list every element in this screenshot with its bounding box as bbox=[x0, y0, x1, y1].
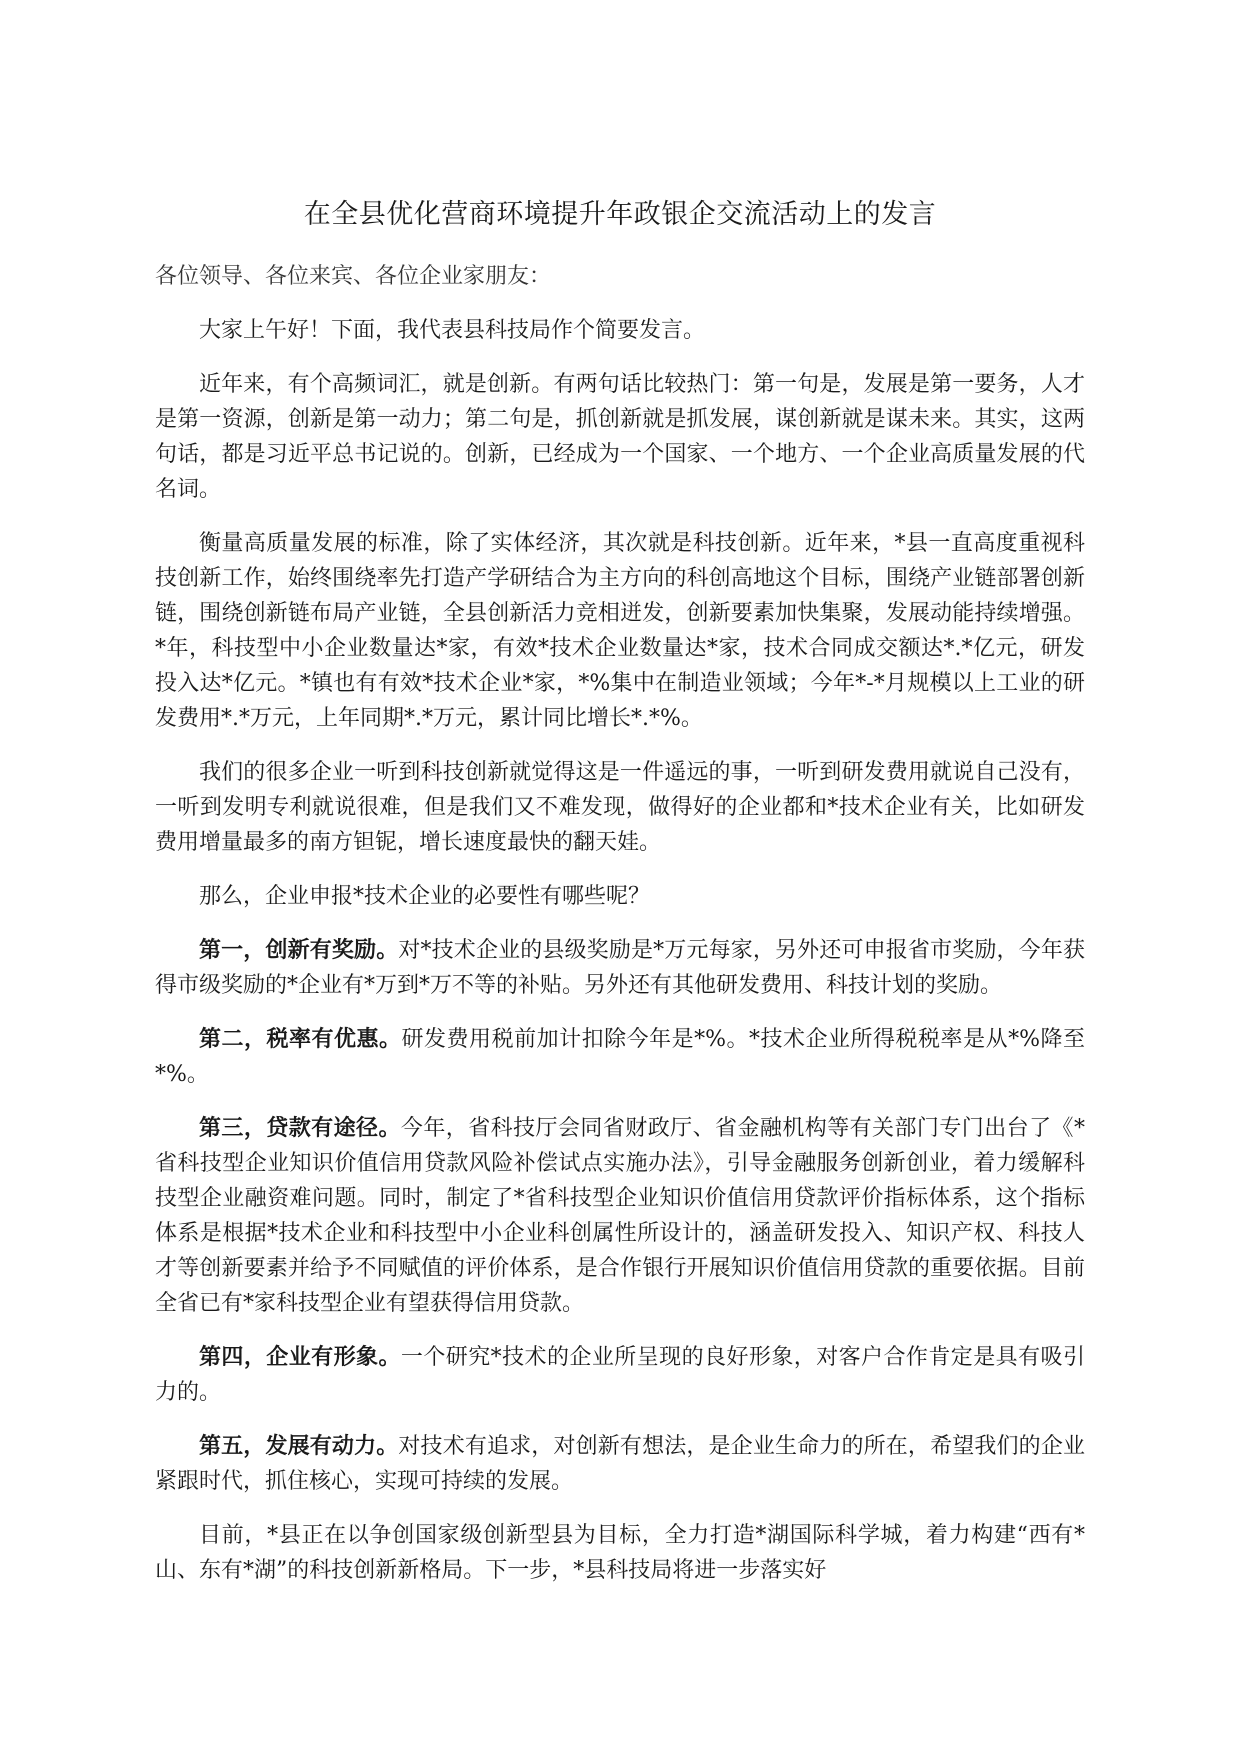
paragraph-point-2 bbox=[155, 1022, 1085, 1092]
point-heading: 第三，贷款有途径。 bbox=[199, 1115, 401, 1141]
paragraph-innovation-intro bbox=[155, 367, 1085, 507]
paragraph-text: 一个研究*技术的企业所呈现的良好形象，对客户合作肯定是具有吸引力的。 bbox=[155, 1345, 1085, 1405]
paragraph-text: 衡量高质量发展的标准，除了实体经济，其次就是科技创新。近年来，*县一直高度重视科技创新工作，始终围绕率先打造产学研结合为主方向的科创高地这个目标，围绕产业链部署创新链，围绕创新链布局产业链，全县创新活力竞相迸发，创新要素加快集聚，发展动能持续增强。*年，科技型中小企业数量达*家，有效*技术企业数量达*家，技术合同成交额达*.*亿元，研发投入达*亿元。*镇也有有效*技术企业*家，*%集中在制造业领域；今年*-*月规模以上工业的研发费用*.*万元，上年同期*.*万元，累计同比增长*.*%。 bbox=[155, 531, 1085, 731]
paragraph-text: 研发费用税前加计扣除今年是*%。*技术企业所得税税率是从*%降至*%。 bbox=[155, 1027, 1085, 1087]
paragraph-text: 对*技术企业的县级奖励是*万元每家，另外还可申报省市奖励，今年获得市级奖励的*企业有*万到*万不等的补贴。另外还有其他研发费用、科技计划的奖励。 bbox=[155, 938, 1085, 998]
paragraph-text: 我们的很多企业一听到科技创新就觉得这是一件遥远的事，一听到研发费用就说自己没有，一听到发明专利就说很难，但是我们又不难发现，做得好的企业都和*技术企业有关，比如研发费用增量最多的南方钽铌，增长速度最快的翻天娃。 bbox=[155, 760, 1085, 855]
paragraph-point-3 bbox=[155, 1111, 1085, 1321]
paragraph-question bbox=[155, 879, 1085, 914]
paragraph-text: 大家上午好！下面，我代表县科技局作个简要发言。 bbox=[199, 318, 706, 343]
paragraph-point-1 bbox=[155, 933, 1085, 1003]
document-page bbox=[155, 192, 1085, 1607]
paragraph-next-steps bbox=[155, 1518, 1085, 1588]
point-heading: 第五，发展有动力。 bbox=[199, 1433, 399, 1459]
paragraph-point-4 bbox=[155, 1340, 1085, 1410]
salutation: 各位领导、各位来宾、各位企业家朋友： bbox=[155, 264, 552, 289]
paragraph-point-5 bbox=[155, 1429, 1085, 1499]
paragraph-text: 对技术有追求，对创新有想法，是企业生命力的所在，希望我们的企业紧跟时代，抓住核心，实现可持续的发展。 bbox=[155, 1434, 1085, 1494]
paragraph-text: 今年，省科技厅会同省财政厅、省金融机构等有关部门专门出台了《*省科技型企业知识价值信用贷款风险补偿试点实施办法》，引导金融服务创新创业，着力缓解科技型企业融资难问题。同时，制定了*省科技型企业知识价值信用贷款评价指标体系，这个指标体系是根据*技术企业和科技型中小企业科创属性所设计的，涵盖研发投入、知识产权、科技人才等创新要素并给予不同赋值的评价体系，是合作银行开展知识价值信用贷款的重要依据。目前全省已有*家科技型企业有望获得信用贷款。 bbox=[155, 1116, 1085, 1316]
paragraph-text: 那么，企业申报*技术企业的必要性有哪些呢？ bbox=[199, 884, 651, 909]
paragraph-county-achievements bbox=[155, 526, 1085, 736]
paragraph-greeting bbox=[155, 313, 1085, 348]
paragraph-text: 目前，*县正在以争创国家级创新型县为目标，全力打造*湖国际科学城，着力构建“西有*山、东有*湖”的科技创新新格局。下一步，*县科技局将进一步落实好 bbox=[155, 1523, 1085, 1583]
point-heading: 第一，创新有奖励。 bbox=[199, 937, 399, 963]
document-title: 在全县优化营商环境提升年政银企交流活动上的发言 bbox=[303, 199, 937, 230]
point-heading: 第四，企业有形象。 bbox=[199, 1344, 401, 1370]
paragraph-text: 近年来，有个高频词汇，就是创新。有两句话比较热门：第一句是，发展是第一要务，人才是第一资源，创新是第一动力；第二句是，抓创新就是抓发展，谋创新就是谋未来。其实，这两句话，都是习近平总书记说的。创新，已经成为一个国家、一个地方、一个企业高质量发展的代名词。 bbox=[155, 372, 1085, 502]
paragraph-enterprise-perception bbox=[155, 755, 1085, 860]
point-heading: 第二，税率有优惠。 bbox=[199, 1026, 402, 1052]
